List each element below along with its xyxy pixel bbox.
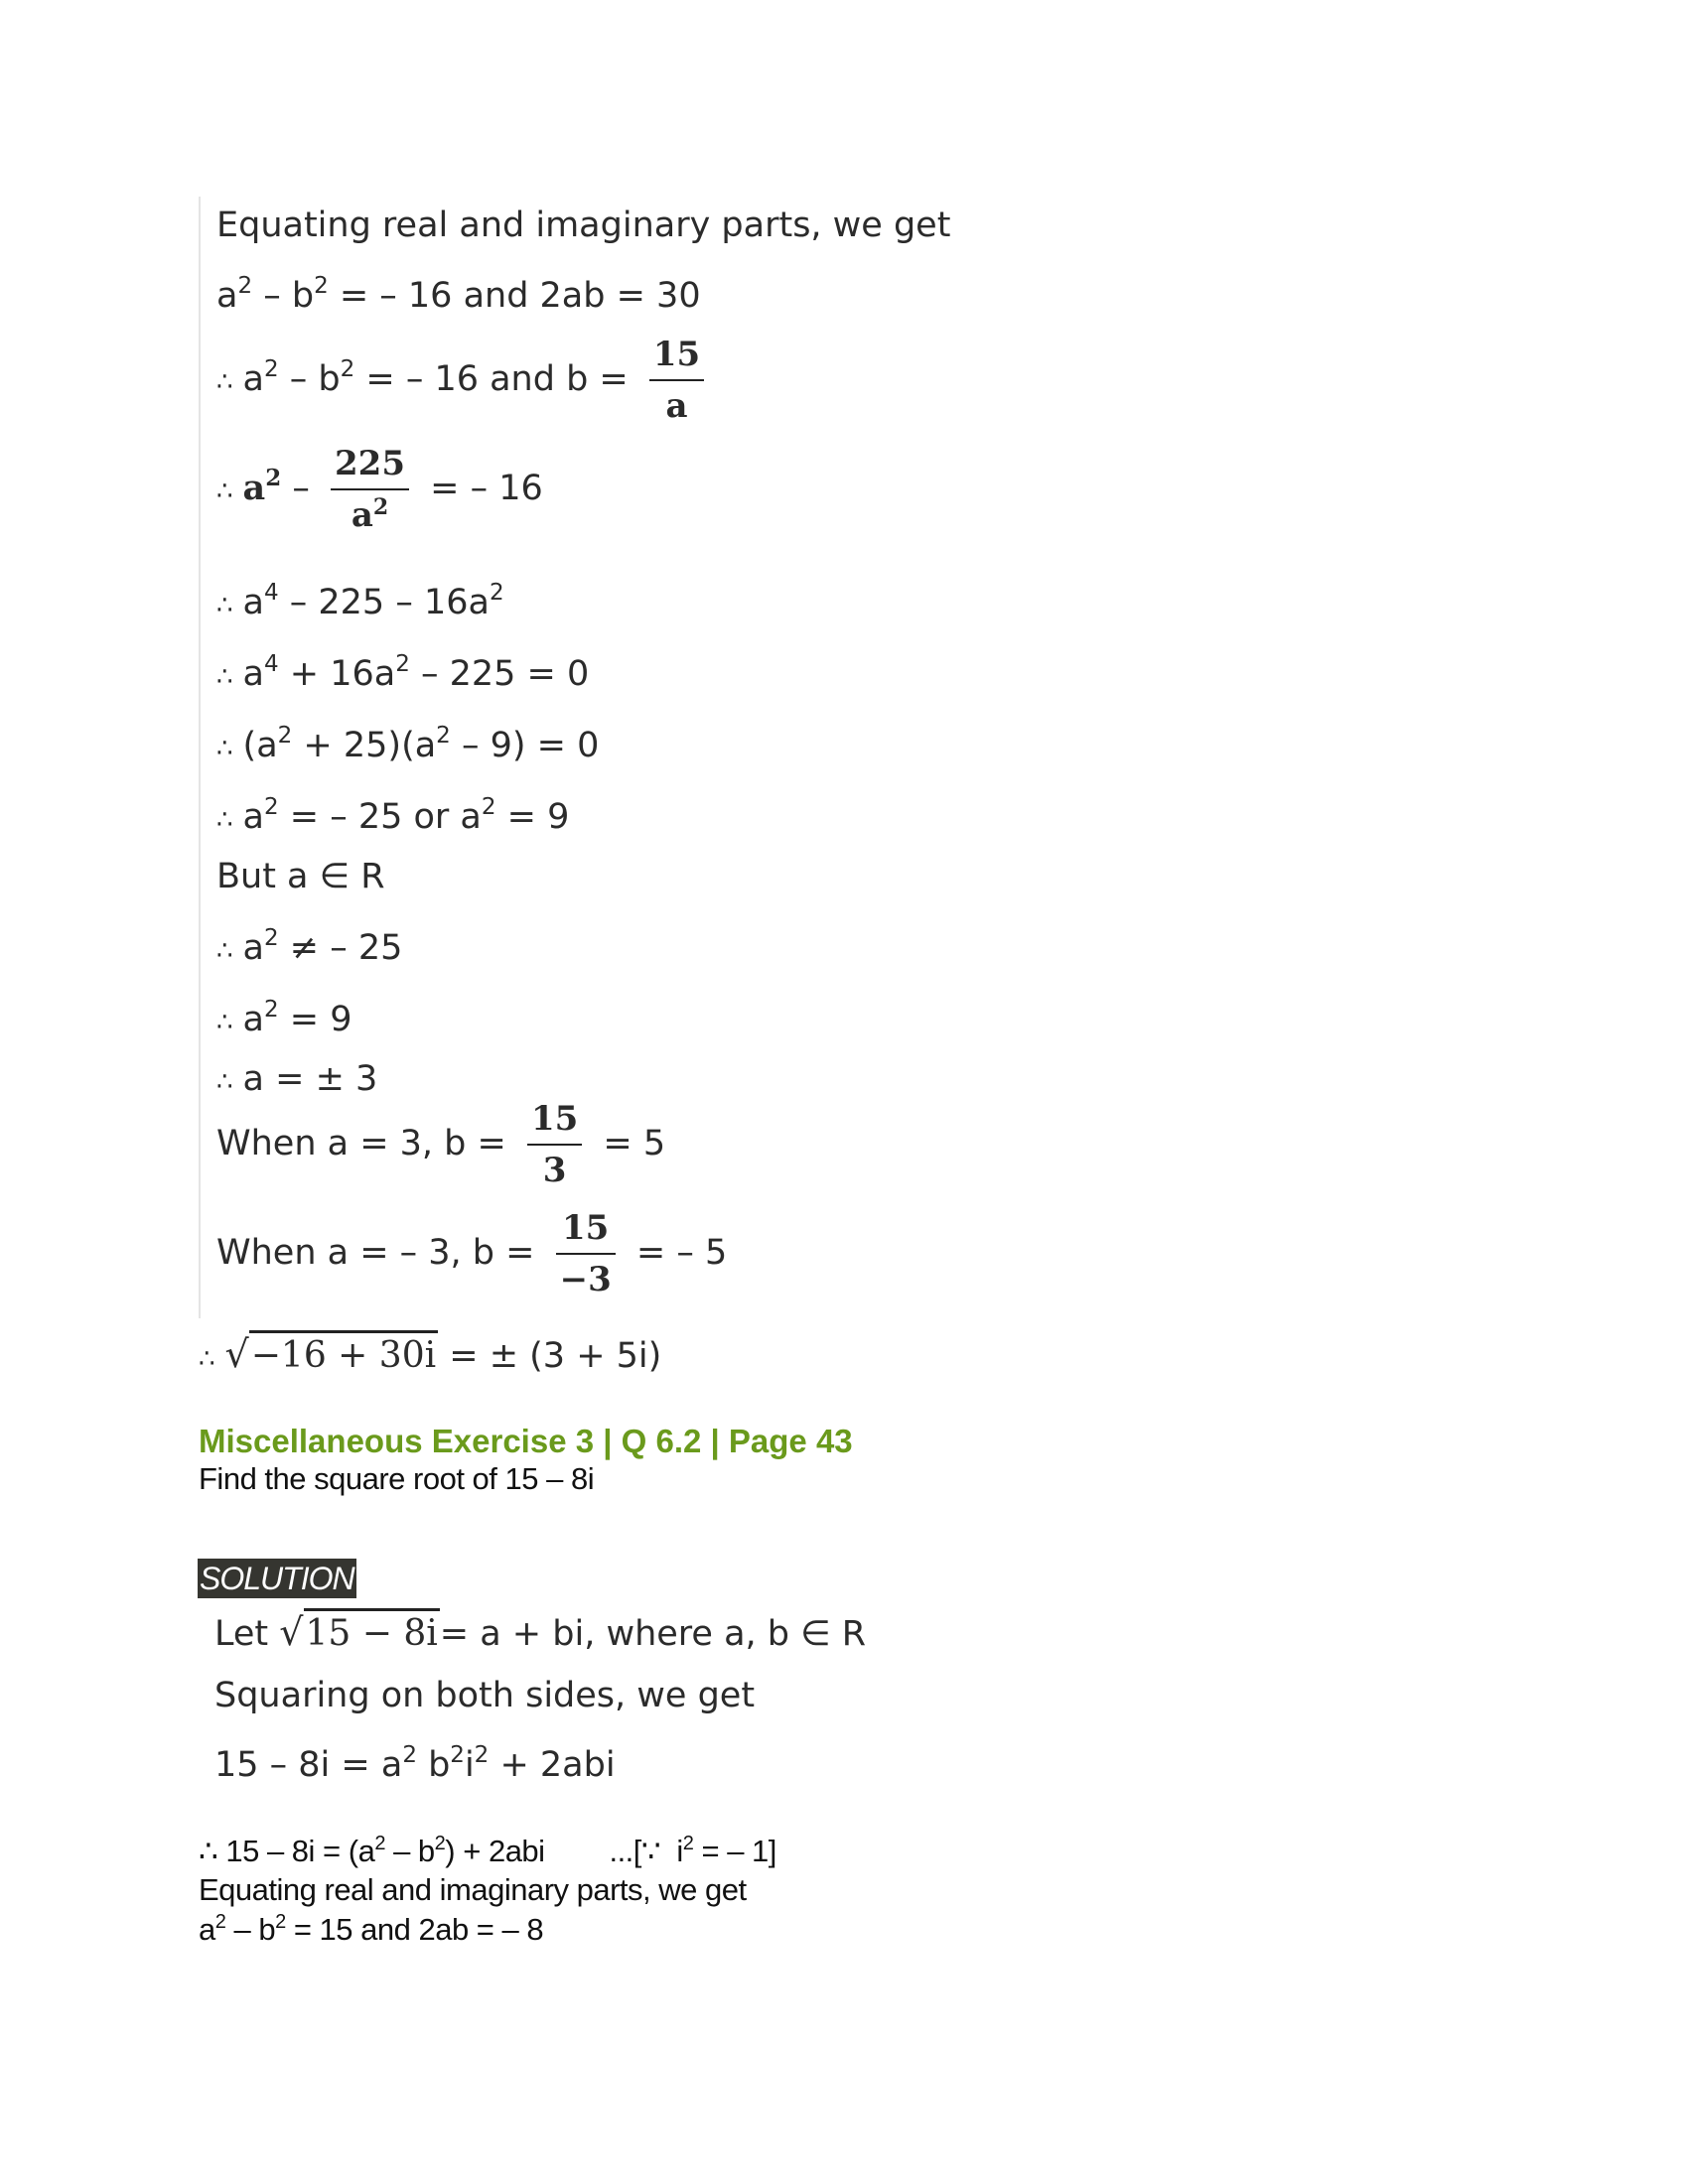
exponent: 2 [340,356,355,382]
square-root [279,1610,440,1656]
equation-line [216,274,701,318]
term: = – 16 and 2ab = 30 [328,276,701,316]
denominator: −3 [559,1260,612,1299]
equating-text: Equating real and imaginary parts, we get [199,1872,747,1907]
exercise-heading: Miscellaneous Exercise 3 | Q 6.2 | Page 43 [199,1423,853,1459]
equation-line: ∴ $a^4 + 16a^2 - 225 = 0$ [216,651,590,694]
therefore-icon: ∴ [216,1008,233,1037]
term: a [242,359,264,399]
denominator: 3 [542,1151,567,1190]
question-text: Find the square root of 15 – 8i [199,1461,595,1496]
exponent: 2 [314,273,329,299]
equation-line: ∴ $a^2$ ≠ – 25 [216,925,403,968]
fraction [649,335,704,426]
term: a [242,468,266,508]
square-root [225,1332,439,1378]
equation-line: ∴ a = ± 3 [216,1059,378,1099]
therefore-icon: ∴ [216,367,233,397]
therefore-icon: ∴ [216,805,233,835]
squaring-text: Squaring on both sides, we get [214,1676,756,1715]
term: = – 16 and b = [354,359,639,399]
radicand: −16 + 30i [249,1330,438,1376]
equation-line: $15 - 8i = a^2$ $b^2i^2 + 2abi$ [214,1742,616,1785]
numerator: 225 [331,447,409,490]
exponent: 2 [237,273,253,299]
equation-line: ∴ $a^2$ = – 25 or $a^2 = 9$ [216,794,570,837]
equation-line: ∴ $a^2 = 9$ [216,997,352,1039]
fraction [556,1208,616,1299]
term: = ± (3 + 5i) [438,1336,662,1376]
term: – [281,469,322,508]
equation-line: ∴ $15 - 8i = (a^2 - b^2) + 2abi$ ...[∵ $i^2$ = – 1] [199,1833,776,1868]
equation-line: ∴ $(a^2 + 25)(a^2 - 9) = 0$ [216,723,600,765]
equation-line: ∴ $a^4 - 225 - 16a^2$ [216,580,504,622]
condition-text: But a ∈ R [216,857,385,896]
equation-line: When a = 3, b = $\frac{15}{3}$ = 5 [216,1099,666,1190]
denominator: a [665,386,688,426]
equation-line: $a^2 - b^2 = 15$ and 2ab = – 8 [199,1911,544,1947]
exponent: 2 [265,465,282,491]
fraction [527,1099,582,1190]
therefore-icon: ∴ [216,936,233,966]
therefore-icon: ∴ [199,1834,218,1868]
result-line [199,1332,661,1381]
intro-text: Equating real and imaginary parts, we get [216,205,951,245]
let-line: Let √15 − 8i= a + bi, where a, b ∈ R [214,1610,867,1654]
numerator: 15 [649,338,704,381]
term: a [216,276,238,316]
numerator: 15 [527,1102,582,1146]
term: = – 16 [419,469,543,508]
therefore-icon: ∴ [199,1344,215,1374]
equation-line [216,444,543,535]
radical-icon: √ [279,1610,304,1654]
exponent: 2 [264,356,279,382]
term: – b [278,359,341,399]
radical-icon: √ [224,1332,249,1376]
radicand: 15 − 8i [304,1608,440,1654]
term: – b [252,276,315,316]
fraction [331,444,409,535]
solution-badge: SOLUTION [200,1561,354,1596]
equation-line: When a = – 3, b = $\frac{15}{-3}$ = – 5 [216,1208,728,1299]
denominator: $a^2$ [351,494,389,535]
equation-line [216,335,714,426]
therefore-icon: ∴ [216,662,233,692]
numerator: 15 [556,1211,616,1255]
therefore-icon: ∴ [216,1067,233,1097]
therefore-icon: ∴ [216,734,233,763]
therefore-icon: ∴ [216,477,233,506]
therefore-icon: ∴ [216,591,233,620]
